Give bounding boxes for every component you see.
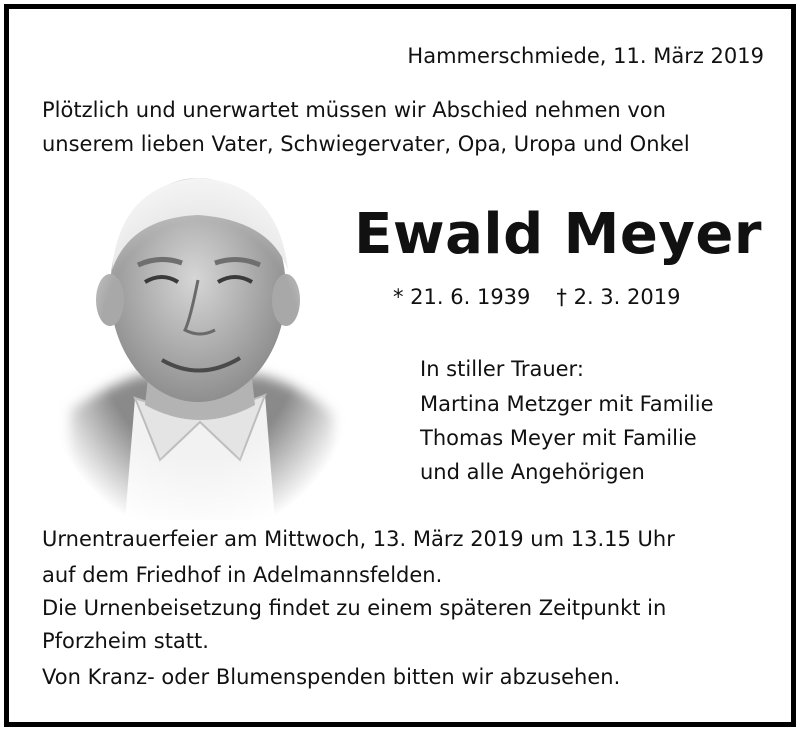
ceremony-line: Urnentrauerfeier am Mittwoch, 13. März 2019 um 13.15 Uhr (42, 527, 675, 551)
ceremony-line: auf dem Friedhof in Adelmannsfelden. (42, 563, 443, 587)
portrait-photo (50, 160, 350, 520)
intro-line-2: unserem lieben Vater, Schwiegervater, Opa, Uropa und Onkel (42, 132, 690, 156)
burial-line: Die Urnenbeisetzung findet zu einem späteren Zeitpunkt in (42, 596, 667, 620)
mourners-heading: In stiller Trauer: (420, 357, 584, 381)
burial-line: Pforzheim statt. (42, 629, 209, 653)
death-date: † 2. 3. 2019 (556, 285, 681, 309)
mourner-line: Thomas Meyer mit Familie (420, 426, 697, 450)
life-dates (393, 284, 680, 311)
place-date: Hammerschmiede, 11. März 2019 (407, 44, 764, 68)
mourner-line: Martina Metzger mit Familie (420, 392, 714, 416)
birth-date: * 21. 6. 1939 (393, 285, 531, 309)
mourner-line: und alle Angehörigen (420, 460, 645, 484)
donation-note: Von Kranz- oder Blumenspenden bitten wir abzusehen. (42, 665, 621, 689)
intro-line-1: Plötzlich und unerwartet müssen wir Abschied nehmen von (42, 98, 666, 122)
deceased-name: Ewald Meyer (354, 202, 762, 267)
